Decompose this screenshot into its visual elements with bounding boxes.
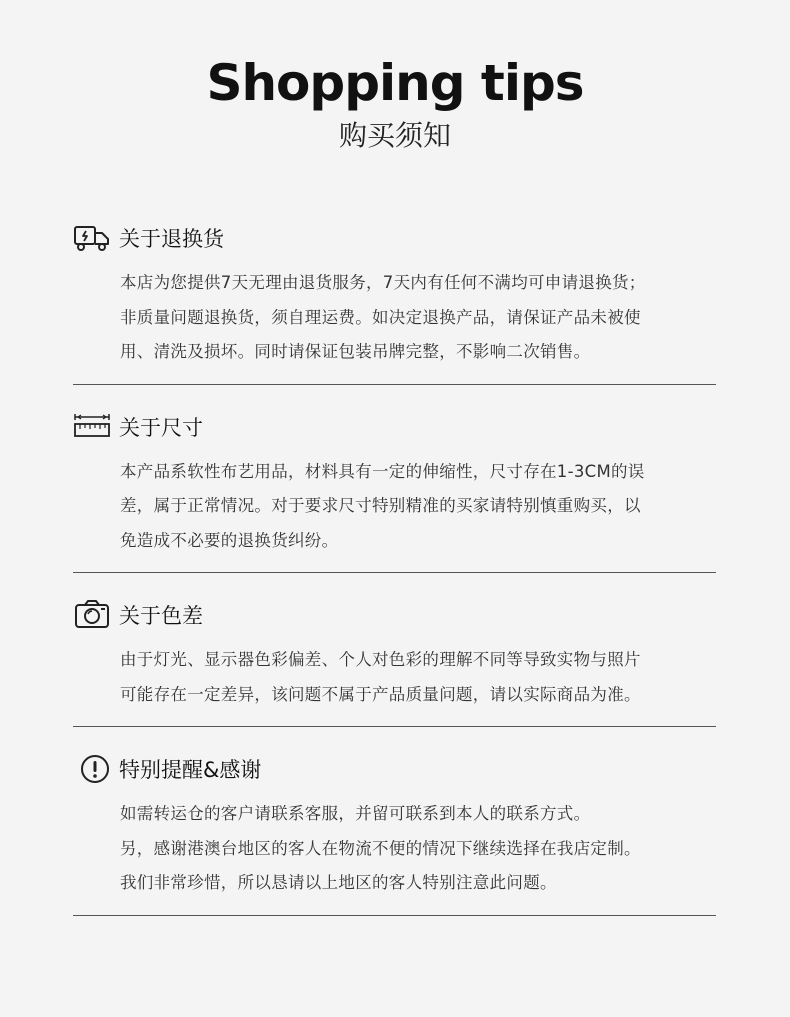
body-line: 我们非常珍惜，所以恳请以上地区的客人特别注意此问题。 xyxy=(120,873,557,892)
body-line: 非质量问题退换货，须自理运费。如决定退换产品，请保证产品未被使 xyxy=(120,307,641,327)
body-line: 由于灯光、显示器色彩偏差、个人对色彩的理解不同等导致实物与照片 xyxy=(120,650,641,669)
section-size xyxy=(73,405,716,574)
section-body xyxy=(73,797,716,901)
ruler-icon xyxy=(73,410,113,444)
header xyxy=(0,0,790,156)
body-line: 本产品系软性布艺用品，材料具有一定的伸缩性，尺寸存在1-3CM的误 xyxy=(120,461,645,481)
section-title: 关于尺寸 xyxy=(119,415,203,440)
section-title: 关于色差 xyxy=(119,604,203,628)
section-heading xyxy=(73,593,716,637)
section-body xyxy=(73,455,716,559)
section-body xyxy=(73,266,716,370)
page-subtitle: 购买须知 xyxy=(338,119,451,152)
body-line: 差，属于正常情况。对于要求尺寸特别精准的买家请特别慎重购买，以 xyxy=(120,496,641,515)
section-heading xyxy=(73,216,716,260)
section-title: 关于退换货 xyxy=(119,227,224,251)
delivery-truck-icon xyxy=(73,221,113,255)
tips-list xyxy=(73,210,716,916)
body-line: 免造成不必要的退换货纠纷。 xyxy=(120,530,339,550)
section-title: 特别提醒&感谢 xyxy=(119,758,262,782)
section-returns xyxy=(73,216,716,385)
body-line: 可能存在一定差异，该问题不属于产品质量问题，请以实际商品为准。 xyxy=(120,684,641,704)
body-line: 如需转运仓的客户请联系客服，并留可联系到本人的联系方式。 xyxy=(120,804,591,823)
section-heading xyxy=(73,405,716,449)
section-heading xyxy=(73,747,716,791)
section-body xyxy=(73,643,716,712)
camera-icon xyxy=(73,598,113,632)
page-title: Shopping tips xyxy=(206,54,584,112)
body-line: 本店为您提供7天无理由退货服务，7天内有任何不满均可申请退换货； xyxy=(120,273,646,292)
section-reminder xyxy=(73,747,716,916)
body-line: 另，感谢港澳台地区的客人在物流不便的情况下继续选择在我店定制。 xyxy=(120,838,641,858)
exclamation-icon xyxy=(73,752,113,786)
body-line: 用、清洗及损坏。同时请保证包装吊牌完整，不影响二次销售。 xyxy=(120,342,591,361)
section-color xyxy=(73,593,716,727)
